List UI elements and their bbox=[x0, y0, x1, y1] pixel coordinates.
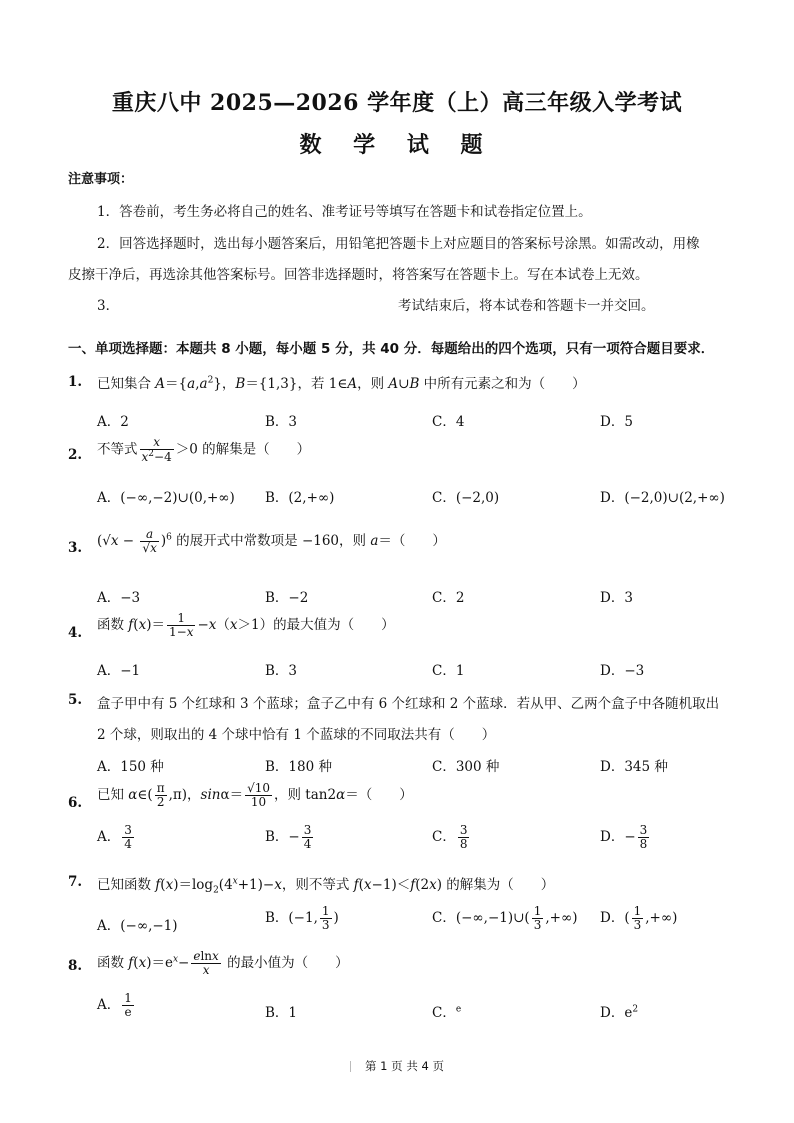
question-1-text: 已知集合 $A=\{a,a^2\}$，B＝{1,3}，若 1∈A，则 A∪B 中所有元素之和为（ ） bbox=[97, 375, 586, 392]
option-b: B．− $\frac{3}{4}$ bbox=[265, 823, 312, 852]
option-a: A．150 种 bbox=[97, 759, 164, 775]
option-d: D．5 bbox=[600, 414, 633, 430]
option-b: B．3 bbox=[265, 414, 298, 430]
question-5-text: 盒子甲中有 5 个红球和 3 个蓝球；盒子乙中有 6 个红球和 2 个蓝球．若从甲、乙两个盒子中各随机取出 bbox=[97, 696, 720, 712]
option-a: A．−3 bbox=[97, 590, 141, 606]
question-2-text: 不等式 $\frac{x}{x^2-4}$ ＞0 的解集是（ ） bbox=[97, 435, 311, 465]
option-c: C．$^e$ bbox=[432, 1004, 462, 1021]
option-a: A． $\frac{1}{e}$ bbox=[97, 991, 132, 1020]
notice-item-2: 2．回答选择题时，选出每小题答案后，用铅笔把答题卡上对应题目的答案标号涂黑。如需改动，用橡 bbox=[97, 236, 700, 252]
option-b: B．1 bbox=[265, 1005, 298, 1021]
notice-item-2-cont: 皮擦干净后，再选涂其他答案标号。回答非选择题时，将答案写在答题卡上。写在本试卷上无效。 bbox=[68, 267, 649, 283]
option-a: A．(−∞,−1) bbox=[97, 918, 178, 934]
question-number: 2. bbox=[68, 447, 83, 463]
section-heading: 一、单项选择题：本题共 8 小题，每小题 5 分，共 40 分．每题给出的四个选项，只有一项符合题目要求． bbox=[68, 341, 715, 357]
question-4-text: 函数 f(x)＝ $\frac{1}{1-x}$ −x（x＞1）的最大值为（ ） bbox=[97, 611, 395, 640]
question-number: 3. bbox=[68, 540, 83, 556]
question-number: 6. bbox=[68, 795, 83, 811]
option-d: D．345 种 bbox=[600, 759, 668, 775]
option-d: D．$e^2$ bbox=[600, 1004, 639, 1021]
question-number: 7. bbox=[68, 874, 83, 890]
question-number: 4. bbox=[68, 625, 83, 641]
option-c: C．(−∞,−1)∪( $\frac{1}{3}$ ,+∞) bbox=[432, 904, 578, 933]
option-b: B．3 bbox=[265, 663, 298, 679]
option-b: B．180 种 bbox=[265, 759, 332, 775]
question-3-text: (√x − $\frac{a}{√x}$ )$^6$ 的展开式中常数项是 −160，则 a＝（ ） bbox=[97, 527, 446, 556]
option-d: D．( $\frac{1}{3}$ ,+∞) bbox=[600, 904, 678, 933]
option-c: C．(−2,0) bbox=[432, 490, 500, 506]
option-d: D．− $\frac{3}{8}$ bbox=[600, 823, 648, 852]
option-c: C． $\frac{3}{8}$ bbox=[432, 823, 468, 852]
notice-item-1: 1．答卷前，考生务必将自己的姓名、准考证号等填写在答题卡和试卷指定位置上。 bbox=[97, 204, 592, 220]
option-d: D．−3 bbox=[600, 663, 645, 679]
option-a: A．−1 bbox=[97, 663, 141, 679]
question-7-text: 已知函数 $f(x)=\log_2(4^x+1)-x$，则不等式 f(x−1)＜f(2x) 的解集为（ ） bbox=[97, 876, 555, 896]
option-b: B．(−1, $\frac{1}{3}$ ) bbox=[265, 904, 339, 933]
notice-item-3-num: 3． bbox=[97, 298, 120, 314]
page-title: 重庆八中 2025—2026 学年度（上）高三年级入学考试 bbox=[111, 90, 683, 116]
page-subtitle: 数 学 试 题 bbox=[299, 132, 495, 158]
question-6-text: 已知 α∈( $\frac{\pi}{2}$ ,π)，sinα＝ $\frac{√10}{10}$ ，则 tan2α＝（ ） bbox=[97, 781, 413, 810]
option-b: B．−2 bbox=[265, 590, 309, 606]
option-c: C．4 bbox=[432, 414, 465, 430]
question-number: 1. bbox=[68, 374, 83, 390]
option-d: D．(−2,0)∪(2,+∞) bbox=[600, 490, 725, 506]
page-number: 第 1 页 共 4 页 bbox=[365, 1059, 444, 1073]
option-c: C．2 bbox=[432, 590, 465, 606]
question-5-text-cont: 2 个球，则取出的 4 个球中恰有 1 个蓝球的不同取法共有（ ） bbox=[97, 727, 496, 743]
question-number: 8. bbox=[68, 958, 83, 974]
question-number: 5. bbox=[68, 692, 83, 708]
question-8-text: 函数 $f(x)=e^x-$ $\frac{elnx}{x}$ 的最小值为（ ） bbox=[97, 949, 349, 978]
option-d: D．3 bbox=[600, 590, 633, 606]
option-c: C．1 bbox=[432, 663, 465, 679]
option-c: C．300 种 bbox=[432, 759, 500, 775]
footer-divider bbox=[350, 1061, 351, 1072]
page-footer bbox=[0, 1058, 794, 1074]
option-a: A． $\frac{3}{4}$ bbox=[97, 823, 132, 852]
option-b: B．(2,+∞) bbox=[265, 490, 335, 506]
notice-heading: 注意事项： bbox=[68, 172, 134, 187]
notice-item-3: 考试结束后，将本试卷和答题卡一并交回。 bbox=[398, 298, 655, 314]
option-a: A．2 bbox=[97, 414, 129, 430]
option-a: A．(−∞,−2)∪(0,+∞) bbox=[97, 490, 235, 506]
